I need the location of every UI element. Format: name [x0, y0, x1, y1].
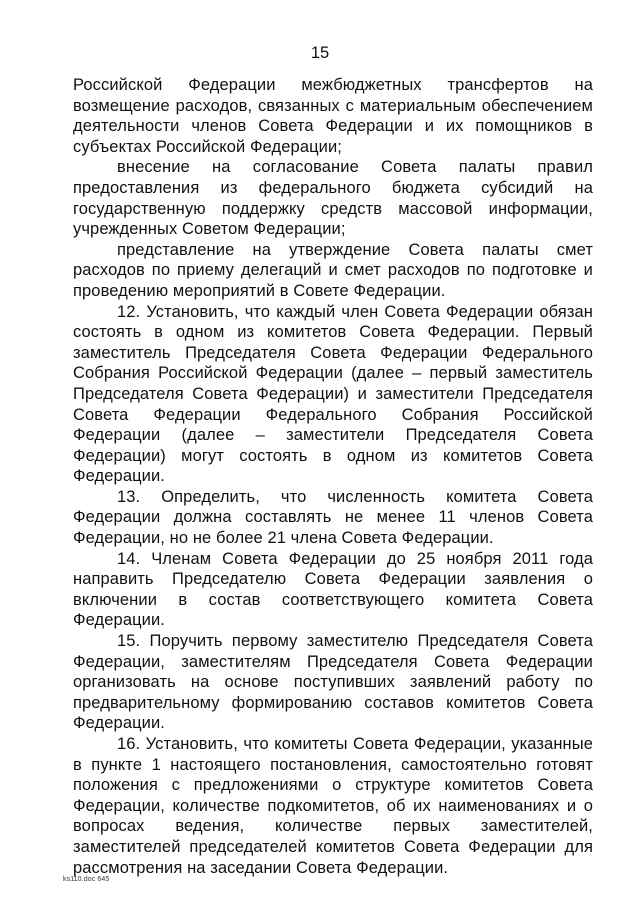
page-number: 15 [310, 44, 330, 62]
paragraph-item-13: 13. Определить, что численность комитета Совета Федерации должна составлять не менее 11 членов Совета Федерации, но не более 21 члена Совета Федерации. [73, 487, 593, 548]
paragraph-item-16: 16. Установить, что комитеты Совета Федерации, указанные в пункте 1 настоящего постановления, самостоятельно готовят положения с предложениями о структуре комитетов Совета Федерации, количестве подкомитетов, об их наименованиях и о вопросах ведения, количестве первых заместителей, заместителей председателей комитетов Совета Федерации для рассмотрения на заседании Совета Федерации. [73, 735, 593, 877]
paragraph-delegation-expenses: представление на утверждение Совета палаты смет расходов по приему делегаций и смет расходов по подготовке и проведению мероприятий в Совете Федерации. [73, 240, 593, 300]
footer-file-code: ks110.doc 645 [63, 876, 110, 883]
paragraph-mass-media-subsidies: внесение на согласование Совета палаты правил предоставления из федерального бюджета субсидий на государственную поддержку средств массовой информации, учрежденных Советом Федерации; [73, 158, 593, 239]
document-body [73, 75, 593, 878]
paragraph-item-15: 15. Поручить первому заместителю Председателя Совета Федерации, заместителям Председателя Совета Федерации организовать на основе поступивших заявлений работу по предварительному формированию составов комитетов Совета Федерации. [73, 632, 593, 733]
paragraph-item-14: 14. Членам Совета Федерации до 25 ноября 2011 года направить Председателю Совета Федерации заявления о включении в состав соответствующего комитета Совета Федерации. [73, 549, 593, 630]
paragraph-item-12: 12. Установить, что каждый член Совета Федерации обязан состоять в одном из комитетов Совета Федерации. Первый заместитель Председателя Совета Федерации Федерального Собрания Российской Федерации (далее – первый заместитель Председателя Совета Федерации) и заместители Председателя Совета Федерации Федерального Собрания Российской Федерации (далее – заместители Председателя Совета Федерации) могут состоять в одном из комитетов Совета Федерации. [73, 302, 593, 486]
paragraph-continuation: Российской Федерации межбюджетных трансфертов на возмещение расходов, связанных с материальным обеспечением деятельности членов Совета Федерации и их помощников в субъектах Российской Федерации; [73, 76, 593, 156]
